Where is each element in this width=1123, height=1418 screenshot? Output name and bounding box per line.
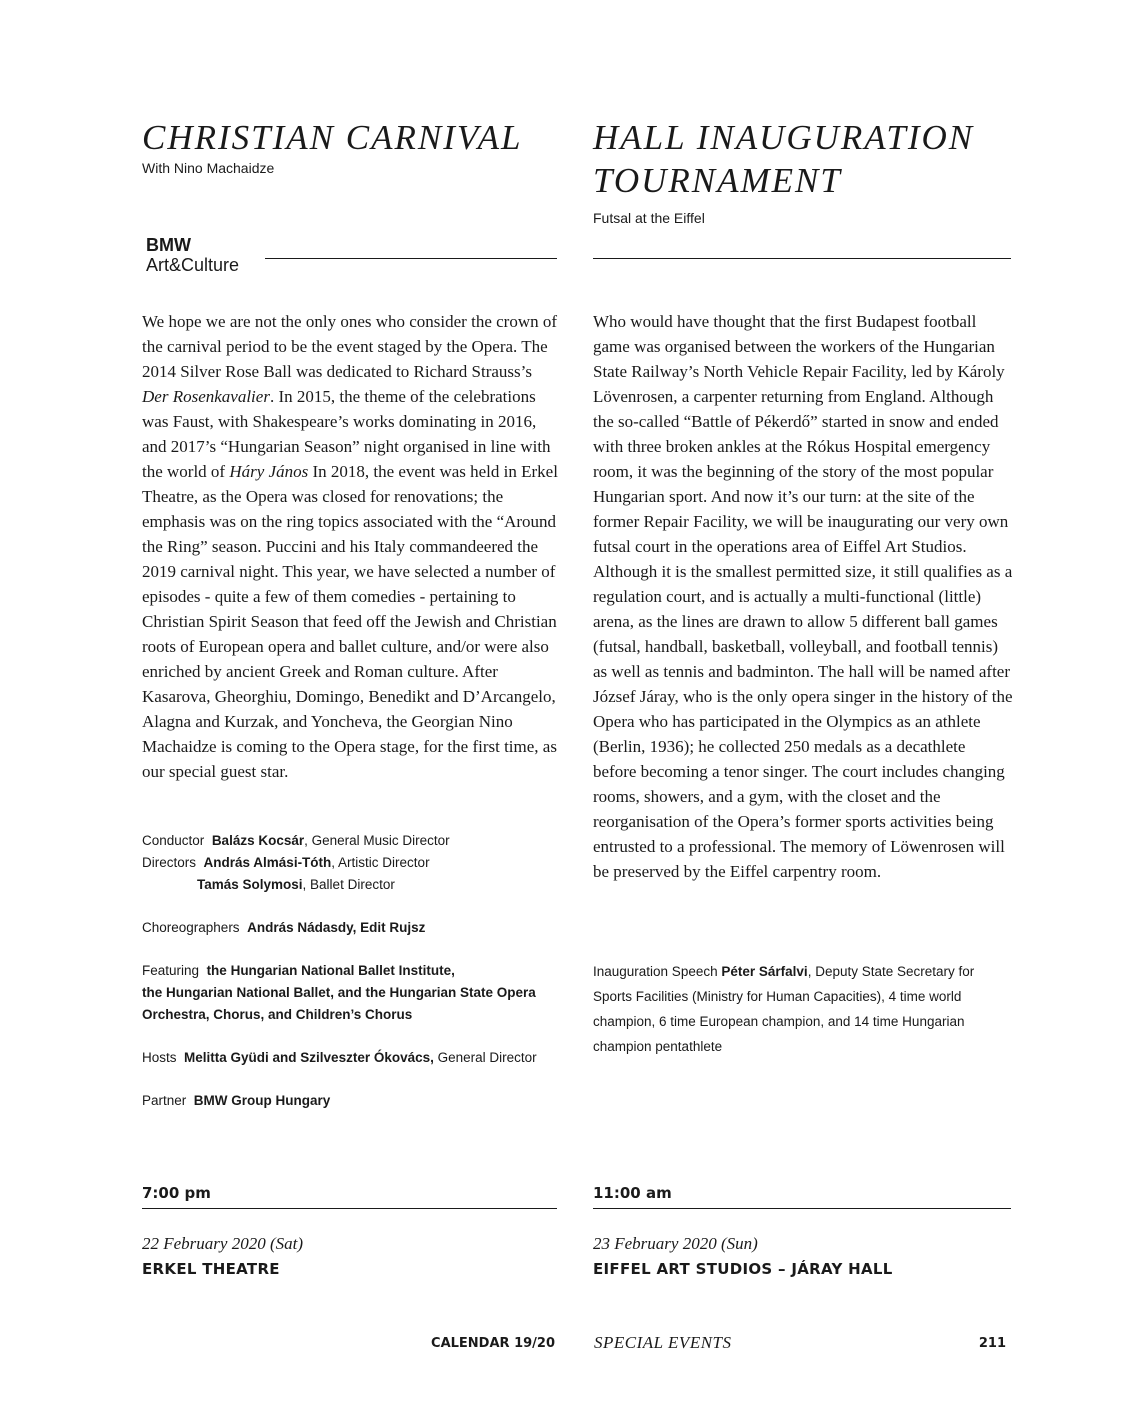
left-event-title: CHRISTIAN CARNIVAL — [142, 118, 523, 157]
credit-name: Orchestra, Chorus, and Children’s Chorus — [142, 1007, 413, 1022]
left-header-rule — [265, 258, 557, 259]
credit-role: General Director — [433, 1050, 537, 1065]
credit-role: , Ballet Director — [302, 877, 395, 892]
left-event-subtitle: With Nino Machaidze — [142, 160, 275, 176]
left-body-text — [142, 309, 558, 784]
credit-label: Partner — [142, 1093, 187, 1108]
credit-name: Balázs Kocsár — [211, 833, 305, 848]
right-event-time: 11:00 am — [593, 1184, 672, 1202]
footer-calendar-label: CALENDAR 19/20 — [431, 1336, 555, 1351]
credit-role: , General Music Director — [304, 833, 450, 848]
left-event-venue: ERKEL THEATRE — [142, 1260, 280, 1278]
credit-directors — [142, 852, 562, 874]
left-event-time: 7:00 pm — [142, 1184, 211, 1202]
credit-name: Tamás Solymosi — [197, 877, 303, 892]
logo-line-1: BMW — [146, 235, 191, 255]
footer-section-label: SPECIAL EVENTS — [594, 1333, 732, 1352]
right-event-date: 23 February 2020 (Sun) — [593, 1234, 758, 1253]
credit-featuring — [142, 960, 562, 1026]
body-part: In 2018, the event was held in Erkel Theatre, as the Opera was closed for renovations; the emphasis was on the ring topics associated with the “Around the Ring” season. Puccini and his Italy commandeered the 2019 carnival night. This year, we have selected a number of episodes - quite a few of them comedies - pertaining to Christian Spirit Season that feed off the Jewish and Christian roots of European opera and ballet culture, and/or were also enriched by ancient Greek and Roman culture. After Kasarova, Gheorghiu, Domingo, Benedikt and D’Arcangelo, Alagna and Kurzak, and Yoncheva, the Georgian Nino Machaidze is coming to the Opera stage, for the first time, as our special guest star. — [142, 462, 558, 781]
credit-label: Hosts — [142, 1050, 177, 1065]
logo-line-2: Art&Culture — [146, 255, 240, 275]
right-time-rule — [593, 1208, 1011, 1209]
credit-choreographers — [142, 917, 562, 939]
credit-label: Choreographers — [142, 920, 240, 935]
right-body-text: Who would have thought that the first Budapest football game was organised between the workers of the Hungarian State Railway’s North Vehicle Repair Facility, led by Károly Lövenrosen, a carpenter returning from England. Although the so-called “Battle of Pékerdő” started in snow and ended with three broken ankles at the Rókus Hospital emergency room, it was the beginning of the story of the most popular Hungarian sport. And now it’s our turn: at the site of the former Repair Facility, we will be inaugurating our very own futsal court in the operations area of Eiffel Art Studios. Although it is the smallest permitted size, it still qualifies as a regulation court, and is actually a multi-functional (little) arena, as the lines are drawn to allow 5 different ball games (futsal, handball, basketball, volleyball, and football tennis) as well as tennis and badminton. The hall will be named after József Járay, who is the only opera singer in the history of the Opera who has participated in the Olympics as an athlete (Berlin, 1936); he collected 250 medals as a decathlete before becoming a tenor singer. The court includes changing rooms, showers, and a gym, with the closet and the reorganisation of the Opera’s former sports activities being entrusted to a professional. The memory of Löwenrosen will be preserved by the Eiffel carpentry room. — [593, 312, 1013, 881]
credit-name: Péter Sárfalvi — [721, 964, 808, 979]
credit-name: the Hungarian National Ballet, and the Hungarian State Opera — [142, 985, 536, 1000]
right-event-subtitle: Futsal at the Eiffel — [593, 210, 705, 226]
left-time-rule — [142, 1208, 557, 1209]
title-line: HALL INAUGURATION — [593, 118, 975, 157]
credit-partner — [142, 1090, 562, 1112]
bmw-art-culture-logo — [146, 235, 239, 275]
right-credits — [593, 959, 993, 1059]
right-event-venue: EIFFEL ART STUDIOS – JÁRAY HALL — [593, 1260, 893, 1278]
credit-hosts — [142, 1047, 562, 1069]
credit-name: András Almási-Tóth — [203, 855, 332, 870]
credit-role: , Deputy State Secretary for Sports Facilities (Ministry for Human Capacities), 4 time world champion, 6 time European champion, and 14 time Hungarian champion pentathlete — [593, 964, 975, 1054]
opera-title-hary-janos: Háry János — [229, 462, 309, 481]
body-part: We hope we are not the only ones who consider the crown of the carnival period to be the event staged by the Opera. The 2014 Silver Rose Ball was dedicated to Richard Strauss’s — [142, 312, 558, 381]
page-number: 211 — [978, 1336, 1006, 1351]
credit-label: Featuring — [142, 963, 200, 978]
credit-label: Conductor — [142, 833, 205, 848]
credit-name: BMW Group Hungary — [193, 1093, 331, 1108]
credit-name: the Hungarian National Ballet Institute, — [206, 963, 455, 978]
credit-conductor — [142, 830, 562, 852]
credit-director-2 — [142, 874, 562, 896]
credit-name: András Nádasdy, Edit Rujsz — [247, 920, 426, 935]
credit-label: Directors — [142, 855, 197, 870]
credit-role: , Artistic Director — [331, 855, 430, 870]
credit-name: Melitta Gyüdi and Szilveszter Ókovács, — [184, 1050, 434, 1065]
credit-label: Inauguration Speech — [593, 964, 718, 979]
left-event-date: 22 February 2020 (Sat) — [142, 1234, 304, 1253]
title-line: TOURNAMENT — [593, 161, 842, 200]
left-credits — [142, 830, 562, 1112]
body-part: . In 2015, the theme of the celebrations was Faust, with Shakespeare’s works dominating in 2016, and 2017’s “Hungarian Season” night organised in line with the world of — [142, 387, 551, 481]
right-header-rule — [593, 258, 1011, 259]
right-event-title — [593, 116, 974, 202]
opera-title-rosenkavalier: Der Rosenkavalier — [142, 387, 270, 406]
